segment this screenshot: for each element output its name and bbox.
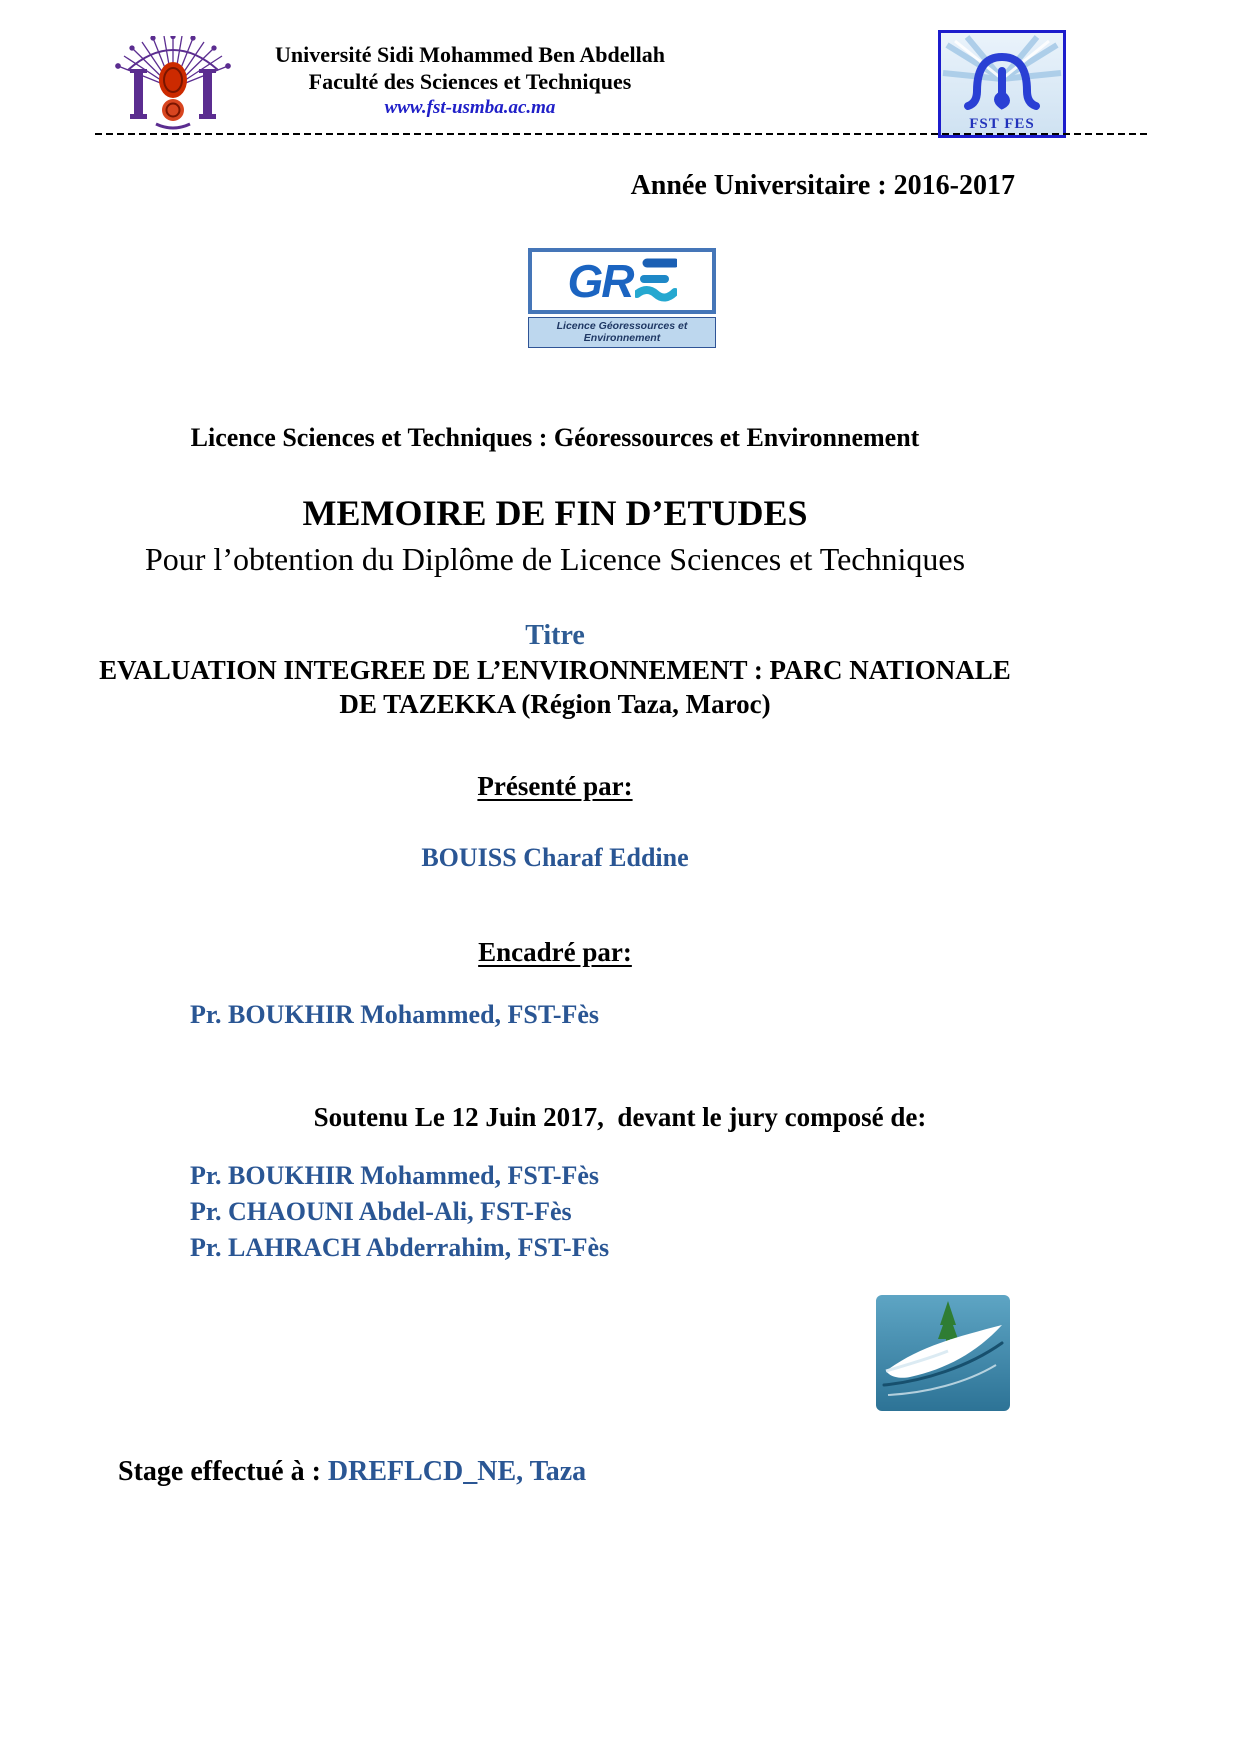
jury-member: Pr. BOUKHIR Mohammed, FST-Fès	[190, 1161, 600, 1190]
gre-logo-caption: Licence Géoressources et Environnement	[528, 317, 716, 348]
jury-member: Pr. CHAOUNI Abdel-Ali, FST-Fès	[190, 1197, 572, 1226]
supervised-by-label: Encadré par:	[478, 937, 632, 967]
faculty-name: Faculté des Sciences et Techniques	[308, 68, 632, 94]
jury-member: Pr. LAHRACH Abderrahim, FST-Fès	[190, 1233, 610, 1262]
gre-logo	[528, 248, 716, 348]
student-name: BOUISS Charaf Eddine	[421, 843, 689, 872]
jury-list	[190, 1158, 609, 1266]
website-link[interactable]: www.fst-usmba.ac.ma	[384, 96, 556, 118]
academic-year: Année Universitaire : 2016-2017	[630, 170, 1015, 201]
memoir-subtitle: Pour l’obtention du Diplôme de Licence Sciences et Techniques	[144, 541, 966, 577]
title-label: Titre	[525, 620, 585, 651]
gre-logo-stylized-e-icon	[635, 256, 677, 306]
thesis-title-line2: DE TAZEKKA (Région Taza, Maroc)	[339, 689, 771, 719]
internship-label: Stage effectué à :	[118, 1456, 328, 1487]
memoir-title: MEMOIRE DE FIN D’ETUDES	[302, 493, 808, 533]
university-emblem-icon	[98, 36, 248, 133]
header-block	[250, 42, 690, 119]
university-name: Université Sidi Mohammed Ben Abdellah	[275, 42, 665, 67]
fst-fes-logo-icon	[938, 30, 1066, 138]
thesis-title-line1: EVALUATION INTEGREE DE L’ENVIRONNEMENT : PARC NATIONALE	[99, 655, 1011, 685]
fst-logo-caption: FST FES	[969, 116, 1035, 132]
program-line: Licence Sciences et Techniques : Géoressources et Environnement	[190, 423, 920, 452]
internship-place: DREFLCD_NE, Taza	[327, 1456, 587, 1487]
header-divider	[95, 133, 1150, 135]
gre-logo-letters: GR	[567, 255, 633, 307]
presented-by-label: Présenté par:	[477, 771, 633, 801]
supervisor-name: Pr. BOUKHIR Mohammed, FST-Fès	[190, 1000, 600, 1029]
hceflcd-logo-icon	[876, 1295, 1010, 1411]
internship-line	[118, 1456, 586, 1488]
defense-line: Soutenu Le 12 Juin 2017, devant le jury composé de:	[313, 1102, 927, 1132]
